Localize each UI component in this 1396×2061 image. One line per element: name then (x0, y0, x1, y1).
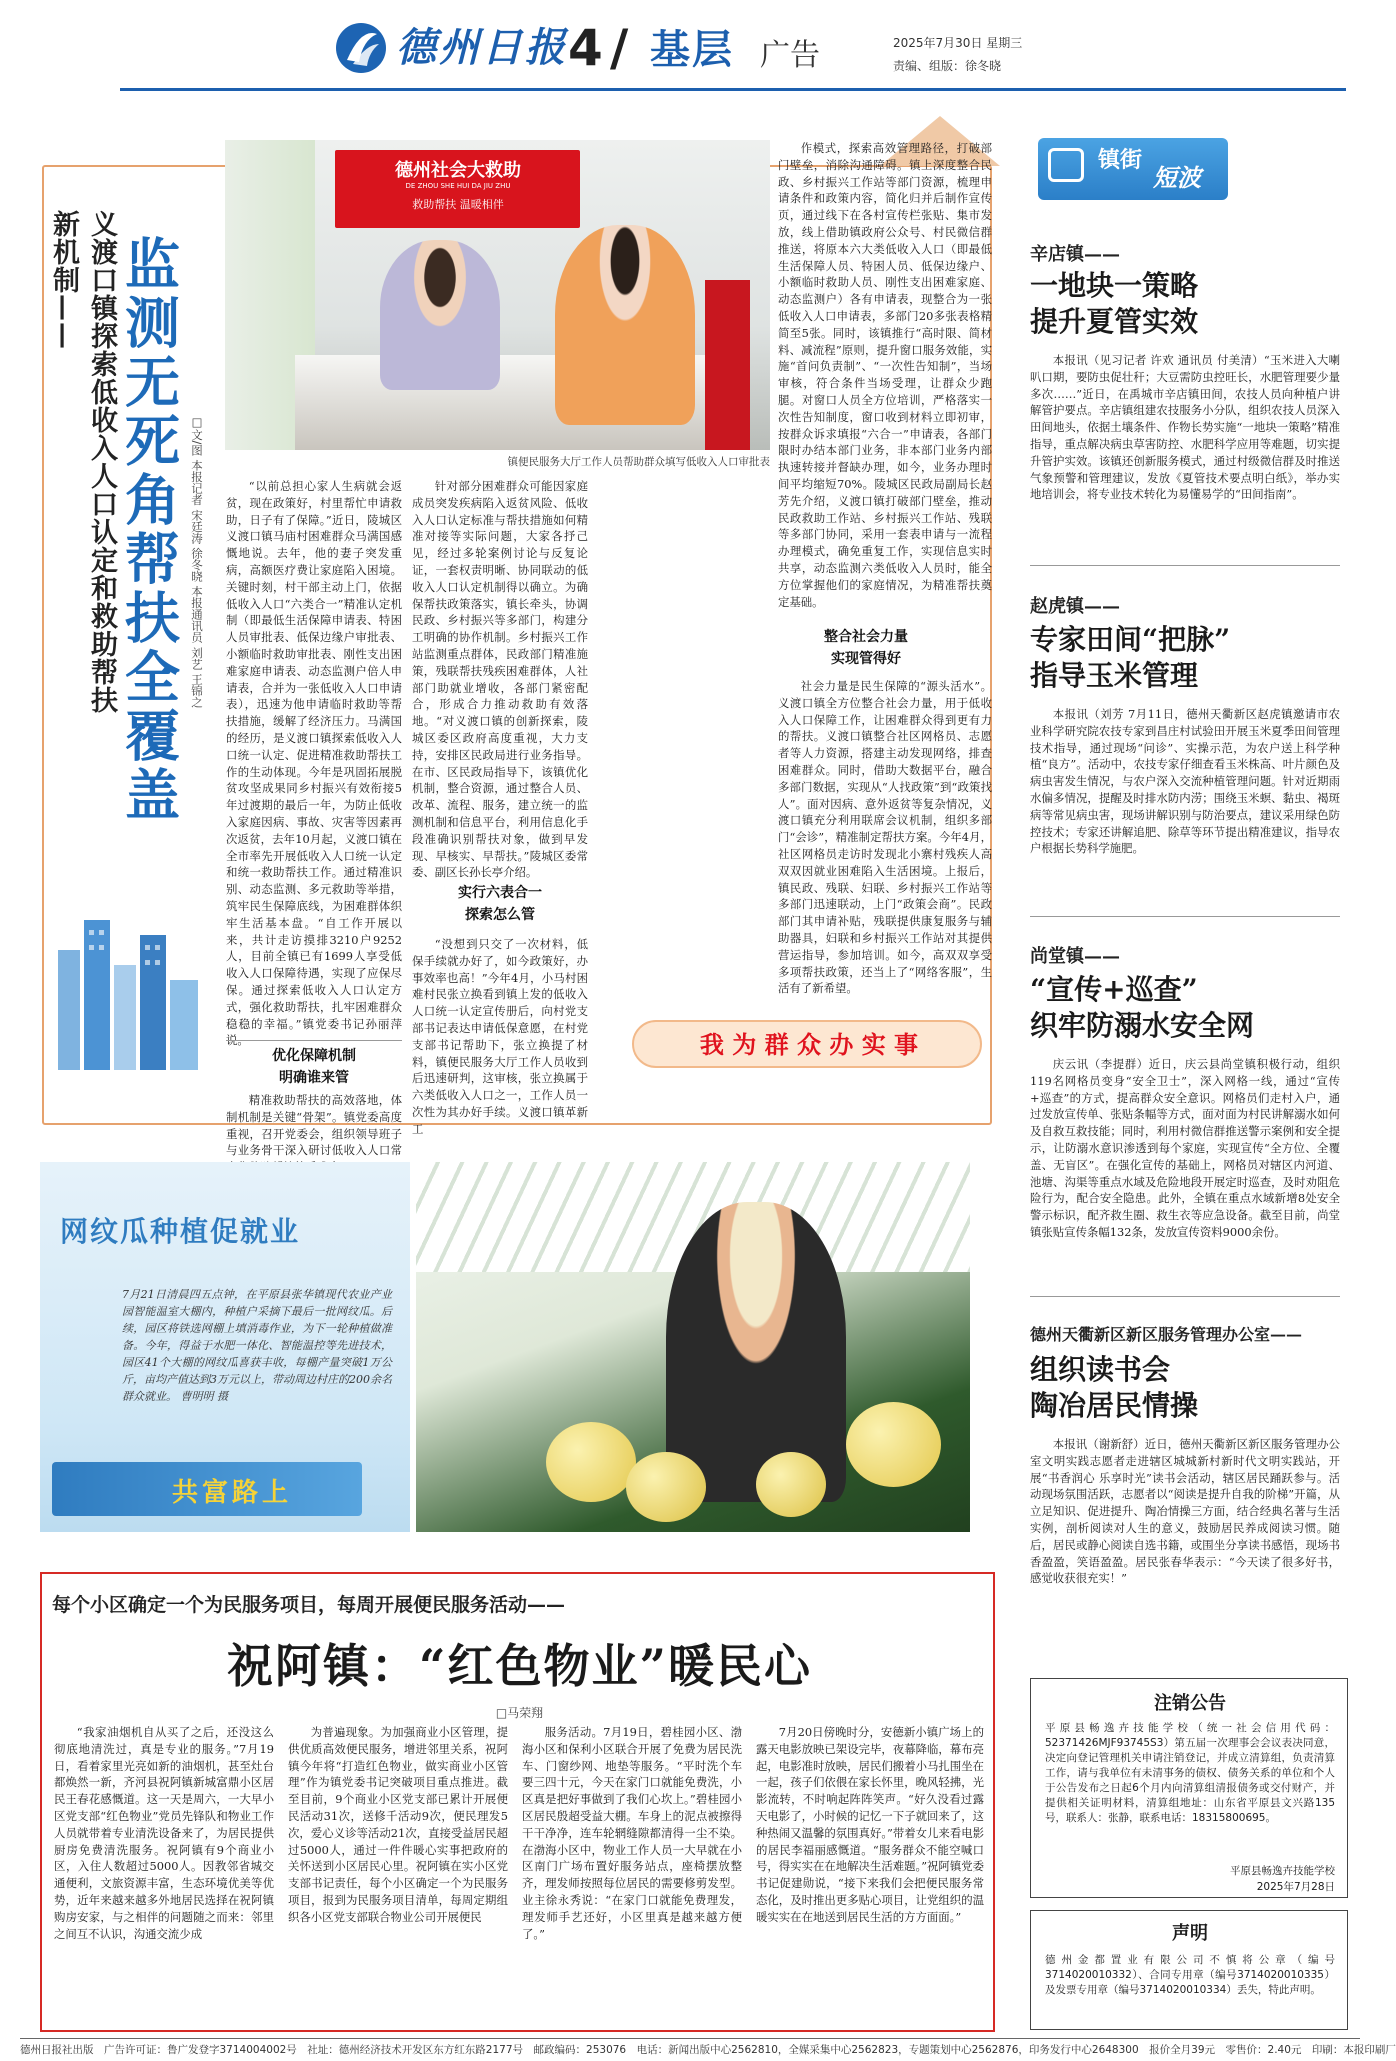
notice-signer: 平原县畅逸卉技能学校 (1230, 1865, 1335, 1877)
news-item-place: 德州天衢新区新区服务管理办公室—— (1030, 1325, 1303, 1344)
bottom-paragraph: 服务活动。7月19日，碧桂园小区、渤海小区和保利小区联合开展了免费为居民洗车、门窗纱网、地垫等服务。“平时洗个车要三四十元，今天在家门口就能免费洗，小区真是把好事做到了我们心坎上。”碧桂园小区居民殷超受益大棚。车身上的泥点被擦得干干净净，连车轮辋缝隙都清得一尘不染。在渤海小区中，物业工作人员一大早就在小区南门广场布置好服务站点，座椅摆放整齐，理发师按照每位居民的需要修剪发型。业主徐永秀说：“在家门口就能免费理发，理发师手艺还好，小区里真是越来越方便了。” (522, 1725, 742, 1941)
lead-banner (632, 1020, 982, 1068)
melon-title: 网纹瓜种植促就业 (60, 1215, 301, 1248)
sign-title: 德州社会大救助 (395, 160, 521, 181)
melon-banner (52, 1462, 362, 1516)
photo-person-left (380, 240, 500, 390)
side-logo (1038, 138, 1228, 200)
notice-box (1030, 1678, 1348, 1898)
notice-title: 注销公告 (1154, 1693, 1226, 1714)
lead-paragraph: “以前总担心家人生病就会返贫，现在政策好，村里帮忙申请救助，日子有了保障。”近日，陵城区义渡口镇马庙村困难群众马满国感慨地说。去年，他的妻子突发重病，高额医疗费让家庭陷入困境。关键时刻，村干部主动上门，依据低收入人口“六类合一”精准认定机制（即最低生活保障申请表、特困人员审批表、低保边缘户审批表、小额临时救助审批表、刚性支出困难家庭申请表、动态监测户倍人申请表，合并为一张低收入人口申请表），迅速为他申请临时救助等帮扶措施，缓解了经济压力。马满国的经历，是义渡口镇探索低收入人口统一认定、促进精准救助帮扶工作的生动体现。今年是巩固拓展脱贫攻坚成果同乡村振兴有效衔接5年过渡期的最后一年，为防止低收入家庭因病、事故、灾害等因素再次返贫，去年10月起，义渡口镇在全市率先开展低收入人口统一认定和统一救助帮扶工作。通过精准识别、动态监测、多元救助等举措，筑牢民生保障底线，为困难群体织牢生活基本盘。“自工作开展以来，共计走访摸排3210户9252人，目前全镇已有1699人享受低收入人口保障待遇，实现了应保尽保。通过探索低收入人口认定方式，强化救助帮扶，扎牢困难群众稳稳的幸福。”镇党委书记孙丽萍说。 (226, 479, 402, 1048)
section-name: 基层 (650, 26, 734, 73)
news-paragraph: 庆云讯（李提群）近日，庆云县尚堂镇积极行动，组织119名网格员变身“安全卫士”，深入网格一线，通过“宣传+巡查”的方式，提高群众安全意识。网格员们走村入户，通过发放宣传单、张贴条幅等方式，面对面为村民讲解溺水如何及自救互救技能；同时，利用村微信群推送警示案例和安全提示，让防溺水意识渗透到每个家庭，实现宣传“全方位、全覆盖、无盲区”。在强化宣传的基础上，网格员对辖区内河道、池塘、沟渠等重点水域及危险地段开展定时巡查，及时劝阻危险行为，配合安全隐患。此外，全镇在重点水域新增8处安全警示标识，配齐救生圈、救生衣等应急设备。截至目前，尚堂镇张贴宣传条幅132条，发放宣传资料9000余份。 (1030, 1057, 1340, 1239)
banner-text: 我 为 群 众 办 实 事 (699, 1030, 919, 1059)
paper-name: 德州日报 (396, 24, 568, 71)
lead-headline-1: 监测无死角 (116, 235, 181, 530)
news-paragraph: 本报讯（谢新舒）近日，德州天衢新区新区服务管理办公室文明实践志愿者走进辖区城城新村新时代文明实践站，开展“书香润心 乐享时光”读书会活动，辖区居民踊跃参与。活动现场氛围活跃，志愿者以“阅读是提升自我的阶梯”开篇，从立足知识、促进提升、陶冶情操三方面，结合经典名著与生活实例，剖析阅读对人生的意义，鼓励居民养成阅读习惯。随后，居民或静心阅读自选书籍，或围坐分享读书感悟，现场书香盈盈，笑语盈盈。居民张春华表示：“今天读了很多好书，感觉收获很充实！” (1030, 1437, 1340, 1586)
news-item-title: 一地块一策略 (1030, 269, 1199, 302)
melon-4 (756, 1452, 826, 1517)
lead-photo-caption: 镇便民服务大厅工作人员帮助群众填写低收入人口审批表 (507, 456, 770, 468)
editor-credit: 责编、组版：徐冬晓 (893, 59, 1002, 73)
news-item-place: 辛店镇—— (1030, 244, 1120, 265)
newspaper-logo-icon (333, 20, 389, 76)
lead-text-col2b (412, 936, 588, 1166)
lead-paragraph: “没想到只交了一次材料，低保手续就办好了，如今政策好，办事效率也高！”今年4月，小马村困难村民张立换看到镇上发的低收入人口统一认定宣传册后，向村党支部书记表达申请低保意愿，在村党支部书记帮助下，张立换提了材料，镇便民服务大厅工作人员收到后迅速研判，这审核，张立换属于六类低收入人口之一，工作人员一次性为其办好手续。义渡口镇革新工 (412, 937, 588, 1136)
bottom-col1 (54, 1724, 274, 2024)
lead-subhead-3: 整合社会力量 实现管得好 (824, 629, 908, 667)
statement-body: 德州金都置业有限公司不慎将公章（编号3714020010332）、合同专用章（编号3714020010335）及发票专用章（编号3714020010334）丢失，特此声明。 (1045, 1954, 1335, 1996)
lead-paragraph: 作模式，探索高效管理路径，打破部门壁垒，消除沟通障碍。镇上深度整合民政、乡村振兴工作站等部门资源，梳理申请条件和政策内容，简化归并后制作宣传页，通过线下在各村宣传栏张贴、集市发放，线上借助镇政府公众号、村民微信群推送，将原本六大类低收入人口（即最低生活保障人员、特困人员、低保边缘户、小额临时救助人员、刚性支出困难家庭、动态监测户）各有申请表，现整合为一张低收入人口申请表，多部门20多张表格精简至5张。同时，该镇推行“高时限、简材料、减流程”原则，提升窗口服务效能，实施“首问负责制”、“一次性告知制”，当场审核，符合条件当场受理，让群众少跑腿。对窗口人员全方位培训，严格落实一次性告知制度，窗口收到材料立即初审，按群众诉求填报“六合一”申请表，各部门限时办结本部门业务，非本部门业务内部执速转接并督缺办理，如今，业务办理时间平均缩短70%。陵城区民政局副局长赵芳先介绍，义渡口镇打破部门壁垒，推动民政救助工作站、乡村振兴工作站、残联等多部门协同，采用一套表申请与一流程办理模式，确免重复工作，实现信息实时共享，动态监测六类低收入人员时，能全方位掌握他们的家庭情况，为精准帮扶奠定基础。 (778, 141, 992, 609)
news-item-title: 专家田间“把脉” (1030, 623, 1231, 656)
sign-english: DE ZHOU SHE HUI DA JIU ZHU (405, 182, 511, 190)
bottom-col2 (288, 1724, 508, 2024)
bottom-paragraph: “我家油烟机自从买了之后，还没这么彻底地清洗过，真是专业的服务。”7月19日，看着家里光亮如新的油烟机，甚至灶台都焕然一新，齐河县祝阿镇新城富鼎小区居民王春花感慨道。这一天是周六，一大早小区党支部“红色物业”党员先锋队和物业工作人员就带着专业清洗设备来了，为居民提供厨房免费清洗服务。祝阿镇有9个商业小区，入住人数超过5000人。因教邻省城交通便利，文旅资源丰富，生态环境优美等优势，近年来越来越多外地居民选择在祝阿镇购房安家，与之相伴的问题随之而来：邻里之间互不认识，沟通交流少成 (54, 1725, 274, 1941)
bottom-col3 (522, 1724, 742, 2024)
melon-feature (40, 1162, 970, 1532)
news-item-title: 指导玉米管理 (1030, 659, 1199, 692)
lead-subhead-1: 优化保障机制 明确谁来管 (226, 1040, 402, 1089)
lead-story (20, 110, 1020, 1158)
page-number: 4 (568, 19, 603, 77)
lead-text-col1b (226, 1092, 402, 1170)
divider (1030, 1296, 1340, 1297)
news-item-title: 组织读书会 (1030, 1353, 1171, 1386)
logo-text-b: 短波 (1153, 163, 1201, 192)
news-item-title: 陶冶居民情操 (1030, 1389, 1199, 1422)
lead-text-col4b (598, 678, 992, 1004)
news-paragraph: 本报讯（刘芳 7月11日，德州天衢新区赵虎镇邀请市农业科学研究院农技专家到昌庄村试验田开展玉米夏季田间管理技术指导，通过现场“问诊”、实操示范，为农户送上科学种植“良方”。活动中，农技专家仔细查看玉米株高、叶片颜色及病虫害发生情况，与农户深入交流种植管理问题。针对近期雨水偏多情况，提醒及时排水防内涝；围绕玉米螟、黏虫、褐斑病等常见病虫害，现场讲解识别与防治要点，建议采用绿色防控技术；专家还讲解追肥、除草等环节提出精准建议，指导农户根据长势科学施肥。 (1030, 707, 1340, 856)
issue-date: 2025年7月30日 星期三 (893, 36, 1023, 50)
page-separator: / (610, 19, 629, 77)
melon-3 (846, 1402, 941, 1487)
melon-caption: 7月21日清晨四五点钟，在平原县张华镇现代农业产业园智能温室大棚内，种植户采摘下最后一批网纹瓜。后续，园区将铁选网棚上填消毒作业，为下一轮种植做准备。今年，得益于水肥一体化、智能温控等先进技术，园区41个大棚的网纹瓜喜获丰收，每棚产量突破1万公斤，亩均产值达到3万元以上，带动周边村庄的200余名群众就业。 曹明明 摄 (122, 1288, 392, 1403)
notice-date: 2025年7月28日 (1256, 1881, 1335, 1893)
news-item-title: 提升夏管实效 (1030, 305, 1199, 338)
notice-body: 平原县畅逸卉技能学校（统一社会信用代码：52371426MJF93745S3）第五届一次理事会会议表决同意，决定向登记管理机关申请注销登记，并成立清算组，负责清算工作，请与我单位有未清事务的债权、债务关系的单位和个人于公告发布之日起6个月内向清算组清报债务或交付财产，并提供相关证明材料，清算组地址：山东省平原县文兴路135号，联系人：张静，联系电话：18315800695。 (1045, 1722, 1335, 1824)
lead-paragraph: 精准救助帮扶的高效落地，体制机制是关键“骨架”。镇党委高度重视，召开党委会，组织领导班子与业务骨干深入研讨低收入人口常 (226, 1093, 402, 1158)
statement-box (1030, 1910, 1348, 2030)
lead-text-col4 (778, 140, 992, 610)
lead-text-col2 (412, 478, 588, 880)
bottom-paragraph: 7月20日傍晚时分，安德新小镇广场上的露天电影放映已架设完毕，夜幕降临，幕布亮起，电影准时放映，居民们搬着小马扎围坐在一起，孩子们依偎在家长怀里，晚风轻拂，光影流转，不时响起阵阵笑声。“好久没看过露天电影了，小时候的记忆一下子就回来了，这种热闹又温馨的氛围真好。”带着女儿来看电影的居民李福丽感慨道。“服务群众不能空喊口号，得实实在在地解决生活难题。”祝阿镇党委书记促建勋说，“接下来我们会把便民服务常态化，及时推出更多贴心项目，让党组织的温暖实实在在地送到居民生活的方方面面。” (756, 1725, 984, 1924)
news-item-body (1030, 1436, 1340, 1666)
photo-person-right (555, 225, 695, 425)
news-item-place: 赵虎镇—— (1030, 596, 1120, 617)
sign-subtitle: 救助帮扶 温暖相伴 (412, 198, 504, 211)
melon-banner-text: 共富路上 (172, 1478, 293, 1508)
bottom-story (40, 1572, 995, 2032)
lead-headline-2: 帮扶全覆盖 (116, 530, 181, 825)
news-item-place: 尚堂镇—— (1030, 946, 1120, 967)
farmer-figure (666, 1202, 846, 1502)
news-item-title: “宣传+巡查” (1030, 973, 1198, 1006)
melon-1 (546, 1422, 636, 1502)
divider (1030, 916, 1340, 917)
melon-photo (416, 1162, 970, 1532)
section-tag: 广告 (760, 38, 820, 73)
side-column (1030, 110, 1360, 2030)
news-item-body (1030, 706, 1340, 906)
lead-text-col1 (226, 478, 402, 1048)
lead-byline: □文/图 本报记者 宋廷涛 徐冬晓 本报通讯员 刘艺 王锦之 (190, 415, 204, 708)
news-paragraph: 本报讯（见习记者 许欢 通讯员 付美清）“玉米进入大喇叭口期，要防虫促壮秆；大豆需防虫控旺长，水肥管理要少量多次……”近日，在禹城市辛店镇田间，农技人员向种植户讲解管护要点。辛店镇组建农技服务小分队，组织农技人员深入田间地头，依据土壤条件、作物长势实施“一地块一策略”精准指导，重点解决病虫草害防控、水肥科学应用等难题，切实提升管护实效。该镇还创新服务模式，通过村级微信群及时推送气象预警和管理建议，发放《夏管技术要点明白纸》，举办实地培训会，将专业技术转化为易懂易学的“田间指南”。 (1030, 353, 1340, 502)
masthead (0, 0, 1384, 92)
bottom-paragraph: 为普遍现象。为加强商业小区管理，提供优质高效便民服务，增进邻里关系，祝阿镇今年将“打造红色物业，做实商业小区管理”作为镇党委书记突破项目重点推进。截至目前，9个商业小区党支部已累计开展便民活动31次，送修千活动9次，便民理发5次，爱心义诊等活动21次，直接受益居民超过5000人，通过一件件暖心实事把政府的关怀送到小区居民心里。祝阿镇在实小区党支部书记责任，每个小区确定一个为民服务项目，报到为民服务项目清单，每周定期组织各小区党支部联合物业公司开展便民 (288, 1725, 508, 1924)
statement-title: 声明 (1172, 1923, 1208, 1944)
city-skyline-icon (54, 910, 204, 1070)
lead-photo (225, 140, 770, 450)
lead-subhead-2: 实行六表合一 探索怎么管 (458, 885, 542, 923)
bottom-byline: □马荣翔 (495, 1706, 544, 1720)
news-item-body (1030, 1056, 1340, 1286)
photo-sign (335, 150, 580, 228)
logo-text-a: 镇街 (1098, 147, 1143, 173)
news-item-title: 织牢防溺水安全网 (1030, 1009, 1255, 1042)
masthead-rule (120, 88, 1346, 91)
lead-vertical-title: 义渡口镇探索低收入人口认定和救助帮扶新机制—— (48, 210, 117, 714)
tv-icon (1048, 148, 1084, 182)
news-item-body (1030, 352, 1340, 552)
photo-banner-red (705, 280, 750, 450)
bottom-col4 (756, 1724, 984, 2024)
divider (1030, 565, 1340, 566)
footer-info: 德州日报社出版 广告许可证：鲁广发登字3714004002号 社址：德州经济技术开发区东方红东路2177号 邮政编码：253076 电话：新闻出版中心2562810，全媒采集中心2562823，专题策划中心2562876，印务发行中心2648300 报价全月39元 零售价：2.40元 印刷：本报印刷厂 (20, 2044, 1396, 2056)
melon-2 (626, 1452, 706, 1522)
footer-rule (20, 2038, 1360, 2039)
lead-paragraph: 社会力量是民生保障的“源头活水”。义渡口镇全方位整合社会力量，用于低收入人口保障工作，让困难群众得到更有力的帮扶。义渡口镇整合社区网格员、志愿者等人力资源，搭建主动发现网络，排查困难群众。同时，借助大数据平台，融合多部门数据，实现从“人找政策”到“政策找人”。面对因病、意外返贫等复杂情况，义渡口镇充分利用联席会议机制，组织多部门“会诊”，精准制定帮扶方案。今年4月，社区网格员走访时发现北小寨村残疾人高双双因就业困难陷入生活困境。上报后，镇民政、残联、妇联、乡村振兴工作站等多部门迅速联动，上门“政策会商”。民政部门其申请补贴，残联提供康复服务与辅助器具，妇联和乡村振兴工作站对其提供营运指导，参加培训。如今，高双双享受多项帮扶政策，还当上了“网络客服”，生活有了新希望。 (778, 679, 992, 996)
bottom-title: 祝阿镇：“红色物业”暖民心 (227, 1639, 812, 1693)
bottom-kicker: 每个小区确定一个为民服务项目，每周开展便民服务活动—— (52, 1594, 566, 1616)
lead-paragraph: 针对部分困难群众可能因家庭成员突发疾病陷入返贫风险、低收入人口认定标准与帮扶措施如何精准对接等实际问题，大家各抒己见，经过多轮案例讨论与反复论证，一套权责明晰、协同联动的低收入人口认定机制得以确立。为确保帮扶政策落实，镇长牵头，协调民政、乡村振兴等多部门，构建分工明确的协作机制。乡村振兴工作站监测重点群体，民政部门精准施策，残联帮扶残疾困难群体，人社部门助就业增收，各部门紧密配合，形成合力推动救助有效落地。“对义渡口镇的创新探索，陵城区委区政府高度重视，大力支持，安排区民政局进行业务指导。在市、区民政局指导下，该镇优化机制，整合资源，通过整合人员、改革、流程、服务，建立统一的监测机制和信息平台，利用信息化手段准确识别帮扶对象，做到早发现、早核实、早帮扶。”陵城区委常委、副区长孙长亭介绍。 (412, 479, 588, 880)
